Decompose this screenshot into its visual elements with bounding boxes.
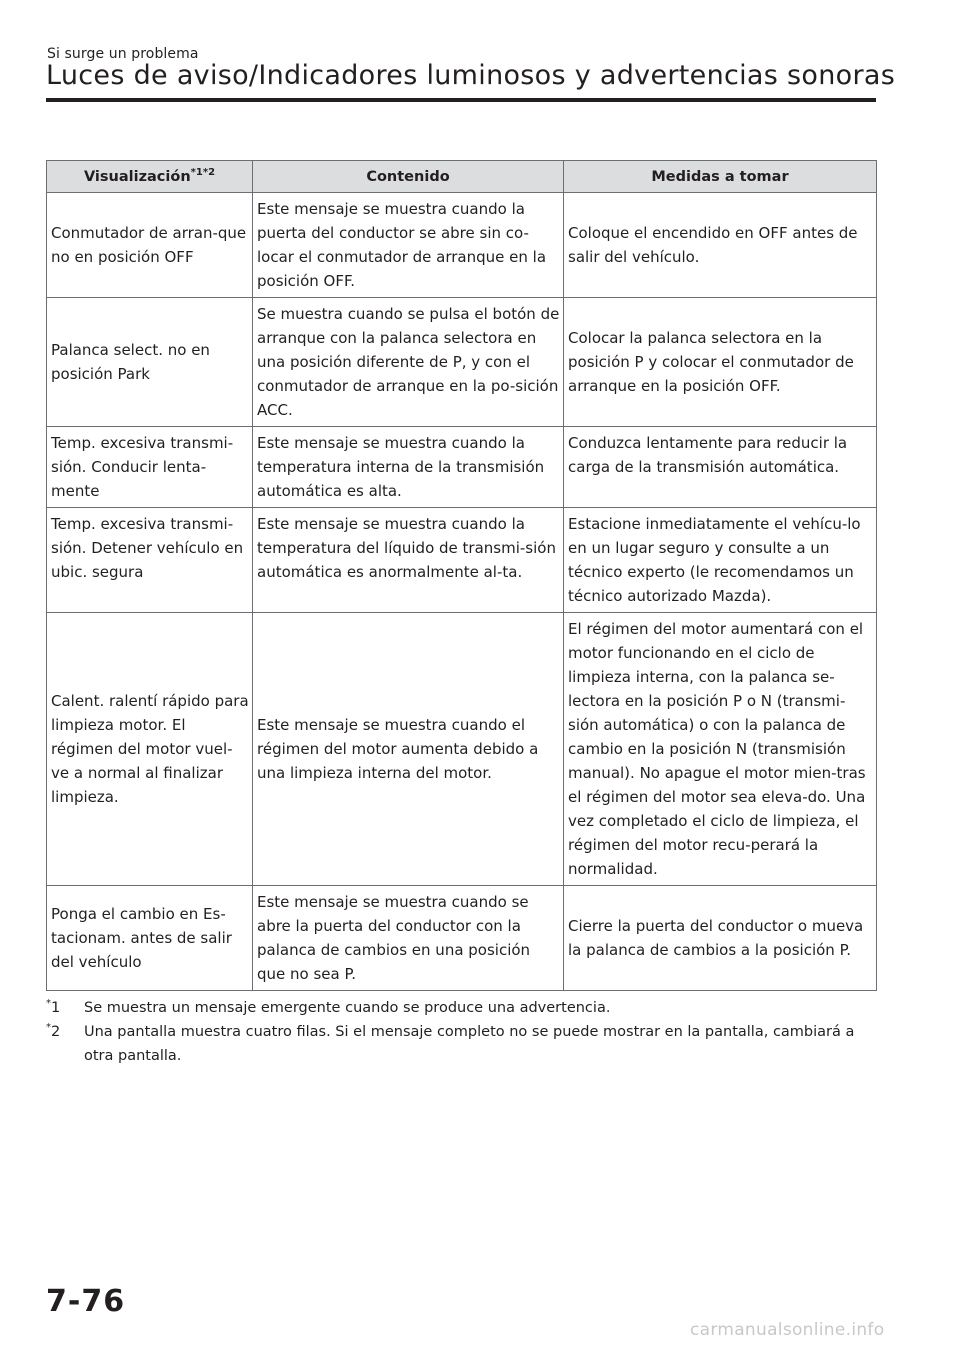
cell-display: Conmutador de arran-que no en posición OFF	[47, 193, 253, 298]
cell-display: Palanca select. no en posición Park	[47, 298, 253, 427]
cell-action: Colocar la palanca selectora en la posición P y colocar el conmutador de arranque en la posición OFF.	[564, 298, 877, 427]
header-display-footnote-ref: *1*2	[190, 166, 216, 178]
table-row	[47, 886, 877, 991]
footnote-asterisk: *	[46, 998, 51, 1010]
table-row	[47, 193, 877, 298]
cell-content: Este mensaje se muestra cuando el régimen del motor aumenta debido a una limpieza interna del motor.	[253, 613, 564, 886]
cell-content: Este mensaje se muestra cuando la temperatura interna de la transmisión automática es alta.	[253, 427, 564, 508]
table-row	[47, 613, 877, 886]
footnote-text: Una pantalla muestra cuatro filas. Si el mensaje completo no se puede mostrar en la pantalla, cambiará a otra pantalla.	[84, 1024, 855, 1064]
warning-messages-table	[46, 160, 877, 991]
cell-action: Coloque el encendido en OFF antes de salir del vehículo.	[564, 193, 877, 298]
footnote	[46, 1020, 876, 1068]
cell-action: Estacione inmediatamente el vehícu-lo en un lugar seguro y consulte a un técnico experto (le recomendamos un técnico autorizado Mazda).	[564, 508, 877, 613]
section-label: Si surge un problema	[47, 46, 199, 62]
cell-action: El régimen del motor aumentará con el motor funcionando en el ciclo de limpieza interna, con la palanca se-lectora en la posición P o N (transmi-sión automática) o con la palanca de cambio en la posición N (transmisión manual). No apague el motor mien-tras el régimen del motor sea eleva-do. Una vez completado el ciclo de limpieza, el régimen del motor recu-perará la normalidad.	[564, 613, 877, 886]
table-row	[47, 298, 877, 427]
table-header-row	[47, 161, 877, 193]
table-row	[47, 508, 877, 613]
cell-content: Este mensaje se muestra cuando se abre la puerta del conductor con la palanca de cambios en una posición que no sea P.	[253, 886, 564, 991]
footnote	[46, 996, 876, 1020]
footnote-number: 1	[51, 1000, 61, 1016]
cell-display: Temp. excesiva transmi-sión. Detener vehículo en ubic. segura	[47, 508, 253, 613]
footnote-asterisk: *	[46, 1022, 51, 1034]
footnote-text: Se muestra un mensaje emergente cuando se produce una advertencia.	[84, 1000, 611, 1016]
header-content: Contenido	[253, 161, 564, 193]
header-action: Medidas a tomar	[564, 161, 877, 193]
cell-action: Conduzca lentamente para reducir la carga de la transmisión automática.	[564, 427, 877, 508]
cell-display: Ponga el cambio en Es-tacionam. antes de salir del vehículo	[47, 886, 253, 991]
watermark: carmanualsonline.info	[690, 1320, 885, 1340]
header-display: Visualización$^{*1*2}$	[47, 161, 253, 193]
footnote-number: 2	[51, 1024, 61, 1040]
page-number: 7-76	[46, 1284, 126, 1319]
cell-content: Este mensaje se muestra cuando la puerta del conductor se abre sin co-locar el conmutador de arranque en la posición OFF.	[253, 193, 564, 298]
title-rule	[46, 98, 876, 102]
cell-display: Calent. ralentí rápido para limpieza motor. El régimen del motor vuel-ve a normal al finalizar limpieza.	[47, 613, 253, 886]
cell-content: Este mensaje se muestra cuando la temperatura del líquido de transmi-sión automática es anormalmente al-ta.	[253, 508, 564, 613]
footnotes	[46, 996, 876, 1068]
table-row	[47, 427, 877, 508]
cell-action: Cierre la puerta del conductor o mueva la palanca de cambios a la posición P.	[564, 886, 877, 991]
cell-display: Temp. excesiva transmi-sión. Conducir lenta-mente	[47, 427, 253, 508]
cell-content: Se muestra cuando se pulsa el botón de arranque con la palanca selectora en una posición diferente de P, y con el conmutador de arranque en la po-sición ACC.	[253, 298, 564, 427]
page-title: Luces de aviso/Indicadores luminosos y advertencias sonoras	[46, 60, 896, 91]
